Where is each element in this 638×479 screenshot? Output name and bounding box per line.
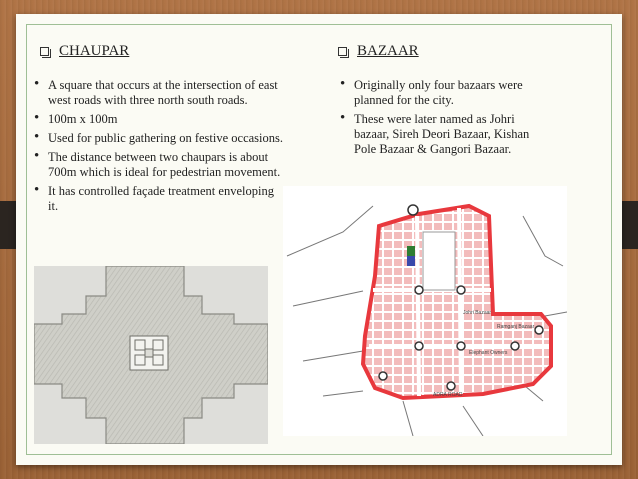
palace-water-blue [407, 256, 415, 266]
chaupar-bullet: • The distance between two chaupars is about 700m which is ideal for pedestrian movement. [34, 150, 286, 180]
chaupar-center-motif [130, 336, 168, 370]
chaupar-diagram-svg [34, 266, 268, 444]
chaupar-diagram-image [34, 266, 268, 444]
bazaar-heading-text: BAZAAR [357, 43, 419, 59]
chaupar-heading-text: CHAUPAR [59, 43, 130, 59]
map-label: Johri Bazaar [463, 310, 492, 316]
map-label: Ramganj Bazaar [497, 324, 535, 330]
bazaar-bullet: • Originally only four bazaars were planned for the city. [340, 78, 552, 108]
walled-city-map-svg [283, 186, 567, 436]
palace-garden-green [407, 246, 415, 256]
chaupar-bullet-list [34, 78, 286, 218]
chaupar-bullet: • Used for public gathering on festive occasions. [34, 131, 286, 146]
map-label: ADRA ROAD [433, 392, 463, 398]
chaupar-heading [40, 43, 129, 60]
bazaar-heading [338, 43, 419, 60]
bazaar-bullet: • These were later named as Johri bazaar, Sireh Deori Bazaar, Kishan Pole Bazaar & Gangori Bazaar. [340, 112, 552, 157]
chaupar-bullet: • A square that occurs at the intersection of east west roads with three north south roads. [34, 78, 286, 108]
checkbox-bullet-icon [338, 47, 347, 56]
walled-city-map-image [283, 186, 567, 436]
checkbox-bullet-icon [40, 47, 49, 56]
chaupar-bullet: • It has controlled façade treatment enveloping it. [34, 184, 286, 214]
map-label: Elephant Owners [469, 350, 508, 356]
chaupar-bullet: • 100m x 100m [34, 112, 286, 127]
bazaar-bullet-list [340, 78, 552, 161]
city-palace-block [423, 232, 455, 290]
city-wall-outline [363, 206, 551, 398]
